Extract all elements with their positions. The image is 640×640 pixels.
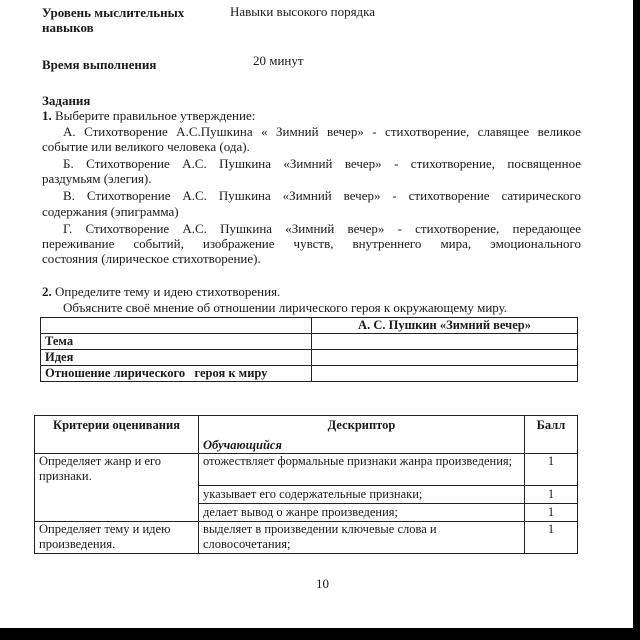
option-b-line2: раздумьям (элегия). [42, 171, 152, 186]
task2-prompt-text: Определите тему и идею стихотворения. [55, 284, 281, 299]
rubric-col-criteria: Критерии оценивания [35, 416, 199, 454]
time-label: Время выполнения [42, 57, 157, 72]
option-d-line1: Г. Стихотворение А.С. Пушкина «Зимний вечер» - стихотворение, передающее [63, 221, 581, 236]
score-genre-2: 1 [525, 486, 578, 504]
option-d-line3: состояния (лирическое стихотворение). [42, 251, 261, 266]
option-a-line2: событие или великого человека (ода). [42, 139, 250, 154]
option-c-line1: В. Стихотворение А.С. Пушкина «Зимний вечер» - стихотворение сатирического [63, 188, 581, 203]
score-genre-3: 1 [525, 504, 578, 522]
rubric-learner-label: Обучающийся [203, 438, 282, 452]
answer-cell-attitude[interactable] [312, 366, 578, 382]
descriptor-genre-2: указывает его содержательные признаки; [199, 486, 525, 504]
row-label-attitude: Отношение лирического героя к миру [41, 366, 312, 382]
criterion-genre: Определяет жанр и его признаки. [35, 454, 199, 522]
answer-cell-theme[interactable] [312, 334, 578, 350]
rubric-col-descriptor: Дескриптор [327, 418, 396, 432]
table-row [35, 454, 578, 486]
score-genre-1: 1 [525, 454, 578, 486]
table-row [35, 522, 578, 554]
rubric-col-score: Балл [525, 416, 578, 454]
task2-prompt [42, 284, 280, 299]
rubric-col-descriptor-cell [199, 416, 525, 454]
tasks-heading: Задания [42, 93, 91, 108]
option-c-line2: содержания (эпиграмма) [42, 204, 179, 219]
task2-number: 2. [42, 284, 52, 299]
assessment-rubric-table [34, 415, 578, 554]
task1-number: 1. [42, 108, 52, 123]
table-row [41, 366, 578, 382]
table-row [41, 350, 578, 366]
descriptor-genre-3: делает вывод о жанре произведения; [199, 504, 525, 522]
skill-level-label: Уровень мыслительных навыков [42, 5, 185, 35]
row-label-theme: Тема [41, 334, 312, 350]
option-d-line2: переживание событий, изображение чувств, внутреннего мира, эмоционального [42, 236, 581, 251]
theme-table-corner-cell [41, 318, 312, 334]
criterion-theme-idea: Определяет тему и идею произведения. [35, 522, 199, 554]
option-a-line1: А. Стихотворение А.С.Пушкина « Зимний вечер» - стихотворение, славящее великое [63, 124, 581, 139]
time-value: 20 минут [253, 53, 304, 68]
score-theme-1: 1 [525, 522, 578, 554]
theme-table-header: А. С. Пушкин «Зимний вечер» [312, 318, 578, 334]
row-label-idea: Идея [41, 350, 312, 366]
theme-table-header-row [41, 318, 578, 334]
option-b-line1: Б. Стихотворение А.С. Пушкина «Зимний вечер» - стихотворение, посвященное [63, 156, 581, 171]
descriptor-theme-1: выделяет в произведении ключевые слова и словосочетания; [199, 522, 525, 554]
rubric-header-row [35, 416, 578, 454]
task2-explain: Объясните своё мнение об отношении лирического героя к окружающему миру. [63, 300, 508, 315]
table-row [41, 334, 578, 350]
theme-idea-table [40, 317, 578, 382]
page-number: 10 [316, 576, 329, 591]
skill-level-value: Навыки высокого порядка [230, 4, 376, 19]
descriptor-genre-1: отожествляет формальные признаки жанра произведения; [199, 454, 525, 486]
task1-prompt [42, 108, 255, 123]
task1-prompt-text: Выберите правильное утверждение: [55, 108, 256, 123]
answer-cell-idea[interactable] [312, 350, 578, 366]
